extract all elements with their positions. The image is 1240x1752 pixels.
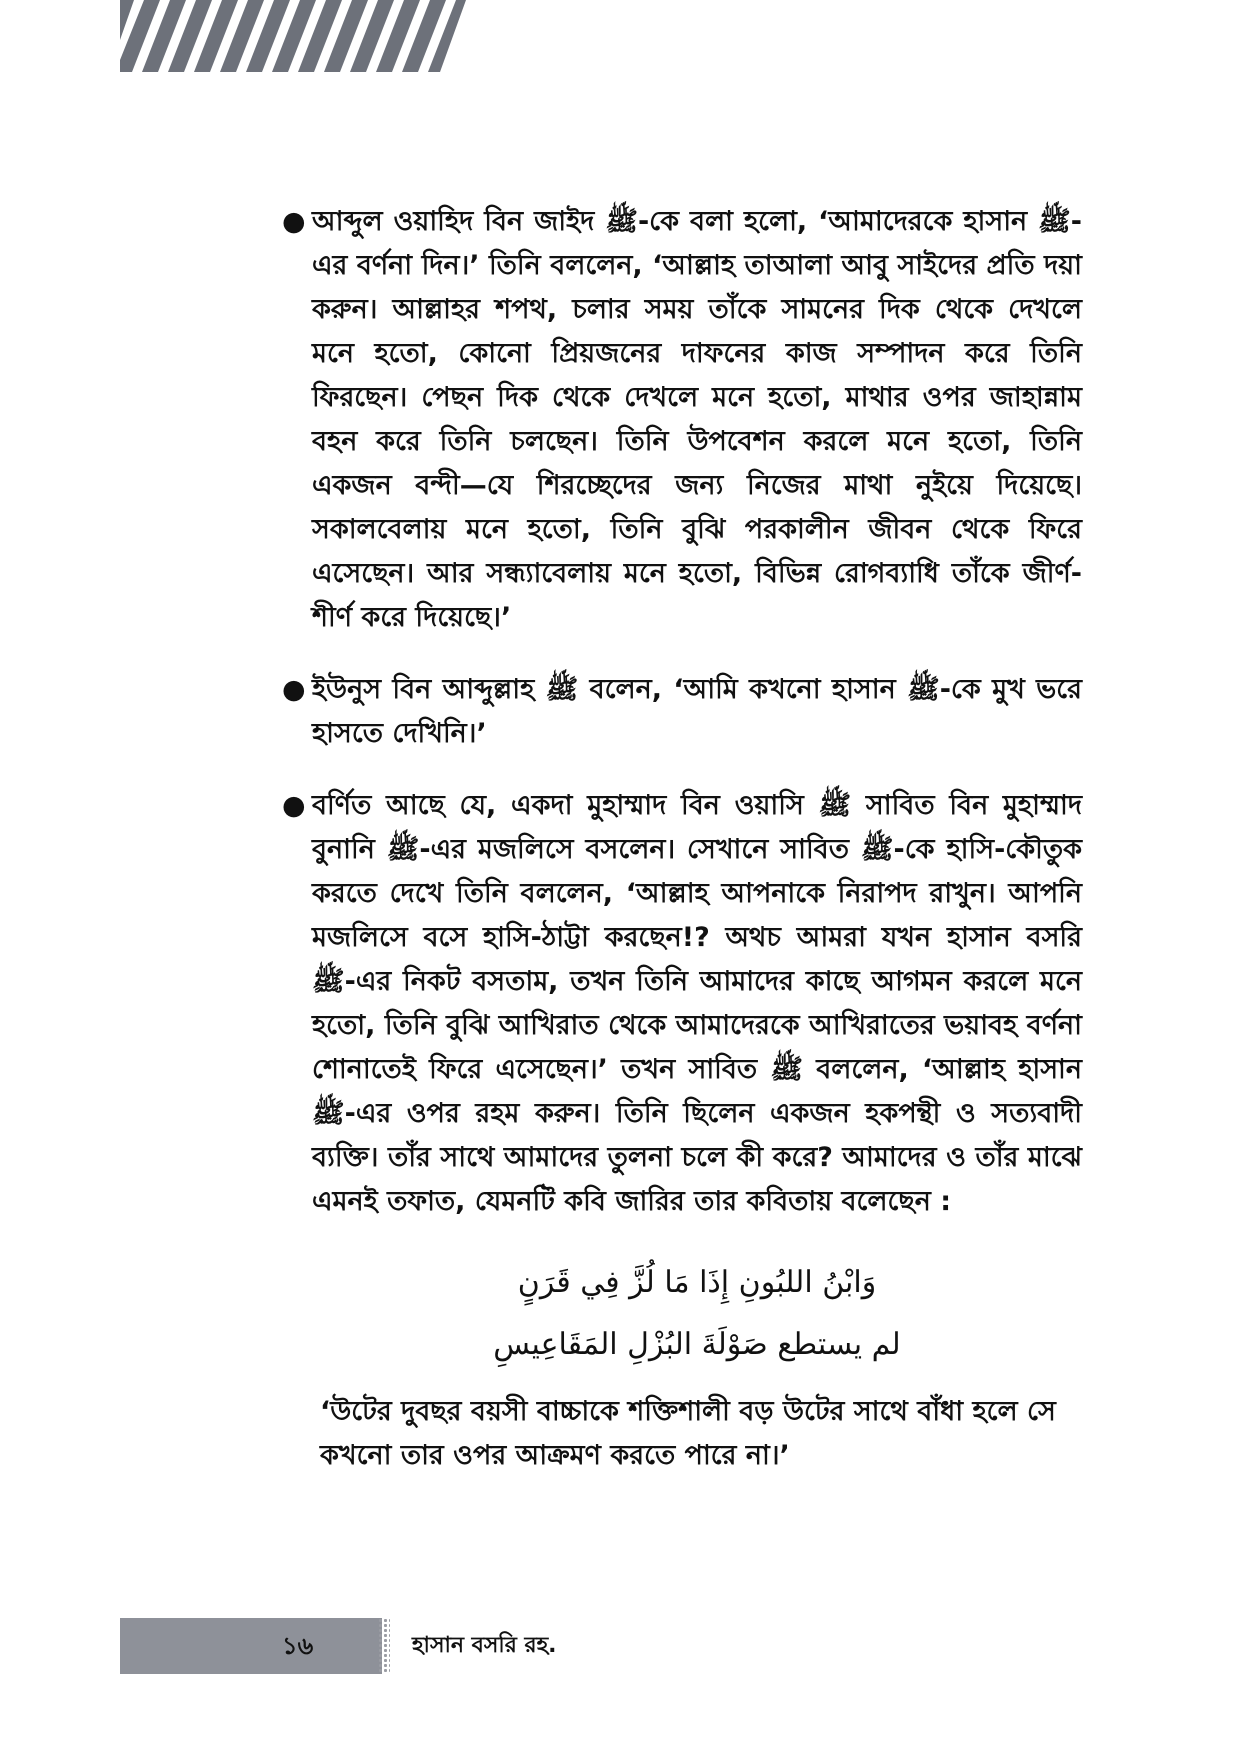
footer-dot-pattern: [378, 1618, 390, 1674]
list-item: [282, 784, 1082, 1224]
bullet-icon: ●: [282, 206, 306, 237]
page-number: ১৬: [282, 1632, 314, 1660]
arabic-verse-line-1: وَابْنُ اللبُونِ إِذَا مَا لُزَّ فِي قَرَنٍ: [517, 1265, 877, 1300]
paragraph-text: ইউনুস বিন আব্দুল্লাহ ﷺ বলেন, ‘আমি কখনো হাসান ﷺ-কে মুখ ভরে হাসতে দেখিনি।’: [312, 674, 1082, 749]
poem-quote: [282, 1252, 1082, 1478]
paragraph-text: আব্দুল ওয়াহিদ বিন জাইদ ﷺ-কে বলা হলো, ‘আমাদেরকে হাসান ﷺ-এর বর্ণনা দিন।’ তিনি বললেন, ‘আল্লাহ তাআলা আবু সাইদের প্রতি দয়া করুন। আল্লাহর শপথ, চলার সময় তাঁকে সামনের দিক থেকে দেখলে মনে হতো, কোনো প্রিয়জনের দাফনের কাজ সম্পাদন করে তিনি ফিরছেন। পেছন দিক থেকে দেখলে মনে হতো, মাথার ওপর জাহান্নাম বহন করে তিনি চলছেন। তিনি উপবেশন করলে মনে হতো, তিনি একজন বন্দী—যে শিরচ্ছেদের জন্য নিজের মাথা নুইয়ে দিয়েছে। সকালবেলায় মনে হতো, তিনি বুঝি পরকালীন জীবন থেকে ফিরে এসেছেন। আর সন্ধ্যাবেলায় মনে হতো, বিভিন্ন রোগব্যাধি তাঁকে জীর্ণ-শীর্ণ করে দিয়েছে।’: [312, 206, 1082, 633]
list-item: [282, 200, 1082, 640]
running-title: হাসান বসরি রহ.: [412, 1633, 557, 1658]
verse-translation: ‘উটের দুবছর বয়সী বাচ্চাকে শক্তিশালী বড় উটের সাথে বাঁধা হলে সে কখনো তার ওপর আক্রমণ করতে পারে না।’: [320, 1396, 1056, 1471]
bullet-icon: ●: [282, 674, 306, 705]
decorative-stripes: [0, 0, 470, 80]
bullet-icon: ●: [282, 790, 306, 821]
arabic-verse-line-2: لم يستطع صَوْلَةَ البُزْلِ المَقَاعِيسِ: [493, 1327, 901, 1362]
footer-bar: [120, 1618, 382, 1674]
page-content: [282, 200, 1082, 1478]
list-item: [282, 668, 1082, 756]
paragraph-text: বর্ণিত আছে যে, একদা মুহাম্মাদ বিন ওয়াসি ﷺ সাবিত বিন মুহাম্মাদ বুনানি ﷺ-এর মজলিসে বসলেন। সেখানে সাবিত ﷺ-কে হাসি-কৌতুক করতে দেখে তিনি বললেন, ‘আল্লাহ আপনাকে নিরাপদ রাখুন। আপনি মজলিসে বসে হাসি-ঠাট্টা করছেন!? অথচ আমরা যখন হাসান বসরি ﷺ-এর নিকট বসতাম, তখন তিনি আমাদের কাছে আগমন করলে মনে হতো, তিনি বুঝি আখিরাত থেকে আমাদেরকে আখিরাতের ভয়াবহ বর্ণনা শোনাতেই ফিরে এসেছেন।’ তখন সাবিত ﷺ বললেন, ‘আল্লাহ হাসান ﷺ-এর ওপর রহম করুন। তিনি ছিলেন একজন হকপন্থী ও সত্যবাদী ব্যক্তি। তাঁর সাথে আমাদের তুলনা চলে কী করে? আমাদের ও তাঁর মাঝে এমনই তফাত, যেমনটি কবি জারির তার কবিতায় বলেছেন :: [312, 790, 1083, 1217]
